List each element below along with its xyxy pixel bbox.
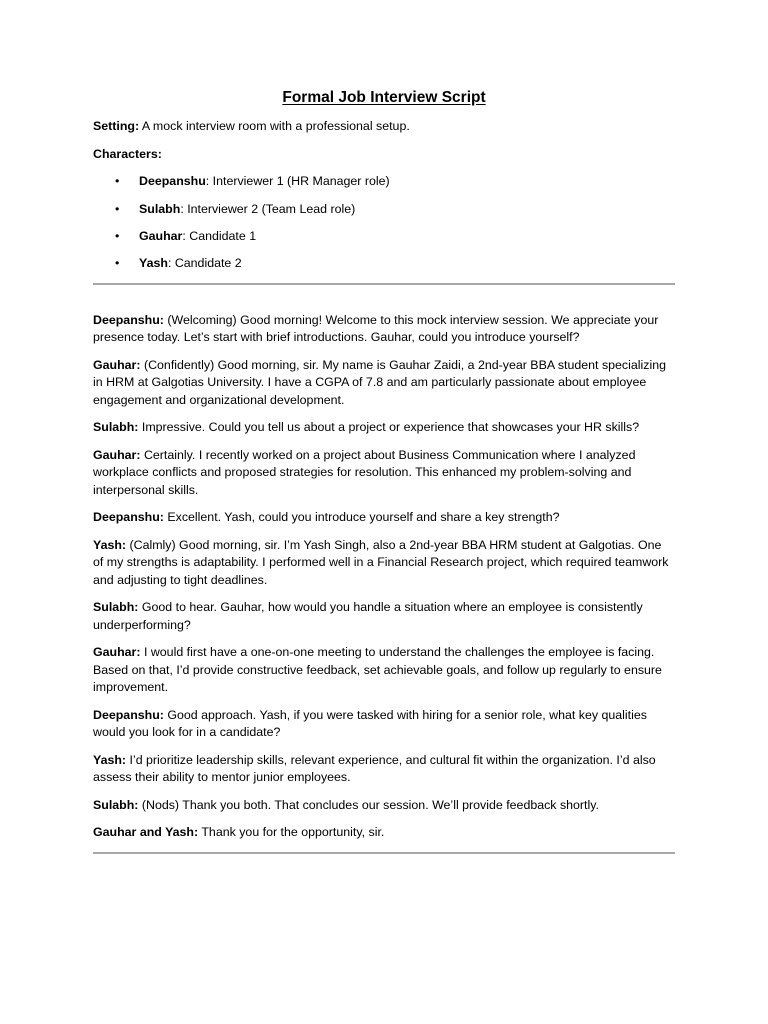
dialogue-line <box>93 447 675 500</box>
character-name: Gauhar <box>139 228 183 243</box>
dialogue-text: (Calmly) Good morning, sir. I’m Yash Singh, also a 2nd-year BBA HRM student at Galgotias. One of my strengths is adaptability. I performed well in a Financial Research project, which required teamwork and adjusting to tight deadlines. <box>93 537 669 587</box>
horizontal-divider <box>93 852 675 854</box>
dialogue-text: Excellent. Yash, could you introduce yourself and share a key strength? <box>163 510 560 525</box>
dialogue-line <box>93 357 675 410</box>
speaker-name: Gauhar: <box>93 357 141 372</box>
characters-label: Characters: <box>93 146 162 161</box>
dialogue-text: Good to hear. Gauhar, how would you handle a situation where an employee is consistently underperforming? <box>93 600 643 632</box>
setting-label: Setting: <box>93 119 140 133</box>
characters-heading <box>93 146 675 164</box>
speaker-name: Sulabh: <box>93 797 139 812</box>
dialogue-text: I’d prioritize leadership skills, relevant experience, and cultural fit within the organization. I’d also assess their ability to mentor junior employees. <box>93 752 656 785</box>
dialogue-text: (Nods) Thank you both. That concludes our session. We’ll provide feedback shortly. <box>138 797 599 812</box>
list-item <box>93 201 675 219</box>
characters-list <box>93 173 675 273</box>
dialogue-text: Thank you for the opportunity, sir. <box>198 825 385 840</box>
dialogue-text: (Confidently) Good morning, sir. My name is Gauhar Zaidi, a 2nd-year BBA student specializing in HRM at Galgotias University. I have a CGPA of 7.8 and am particularly passionate about employee engagement and organizational development. <box>93 357 666 407</box>
dialogue-text: (Welcoming) Good morning! Welcome to this mock interview session. We appreciate your presence today. Let’s start with brief introductions. Gauhar, could you introduce yourself? <box>93 312 659 345</box>
document-page <box>93 88 675 854</box>
dialogue-line <box>93 824 675 842</box>
character-role: : Interviewer 1 (HR Manager role) <box>205 174 390 189</box>
speaker-name: Gauhar: <box>93 645 141 660</box>
dialogue-line <box>93 419 675 437</box>
bullet-icon: • <box>115 174 120 189</box>
list-item <box>93 173 675 191</box>
dialogue-line <box>93 312 675 347</box>
character-name: Sulabh <box>139 201 181 216</box>
list-item <box>93 255 675 273</box>
speaker-name: Gauhar: <box>93 447 141 462</box>
horizontal-divider <box>93 283 675 285</box>
speaker-name: Yash: <box>93 752 127 767</box>
character-role: : Candidate 1 <box>182 228 257 243</box>
dialogue-line <box>93 644 675 697</box>
dialogue-text: Impressive. Could you tell us about a project or experience that showcases your HR skills? <box>138 420 640 435</box>
dialogue-section <box>93 312 675 842</box>
speaker-name: Gauhar and Yash: <box>93 825 199 840</box>
dialogue-text: I would first have a one-on-one meeting to understand the challenges the employee is facing. Based on that, I’d provide constructive feedback, set achievable goals, and follow up regularly to ensure improvement. <box>93 645 662 695</box>
character-name: Deepanshu <box>139 174 206 189</box>
dialogue-line <box>93 599 675 634</box>
dialogue-line <box>93 797 675 815</box>
dialogue-text: Good approach. Yash, if you were tasked with hiring for a senior role, what key qualities would you look for in a candidate? <box>93 707 647 740</box>
speaker-name: Deepanshu: <box>93 312 164 327</box>
speaker-name: Deepanshu: <box>93 510 164 525</box>
setting-text: A mock interview room with a professional setup. <box>139 119 410 133</box>
speaker-name: Yash: <box>93 537 127 552</box>
speaker-name: Deepanshu: <box>93 707 164 722</box>
bullet-icon: • <box>115 228 120 243</box>
character-role: : Interviewer 2 (Team Lead role) <box>180 201 356 216</box>
speaker-name: Sulabh: <box>93 420 139 435</box>
bullet-icon: • <box>115 201 120 216</box>
list-item <box>93 228 675 246</box>
character-name: Yash <box>139 256 168 271</box>
dialogue-line <box>93 752 675 787</box>
document-title: Formal Job Interview Script <box>282 89 486 106</box>
speaker-name: Sulabh: <box>93 600 139 615</box>
character-role: : Candidate 2 <box>167 256 242 271</box>
setting-line <box>93 118 675 136</box>
dialogue-line <box>93 509 675 527</box>
bullet-icon: • <box>115 256 120 271</box>
dialogue-line <box>93 537 675 590</box>
dialogue-text: Certainly. I recently worked on a project about Business Communication where I analyzed workplace conflicts and proposed strategies for resolution. This enhanced my problem-solving and interpersonal skills. <box>93 447 636 497</box>
dialogue-line <box>93 707 675 742</box>
